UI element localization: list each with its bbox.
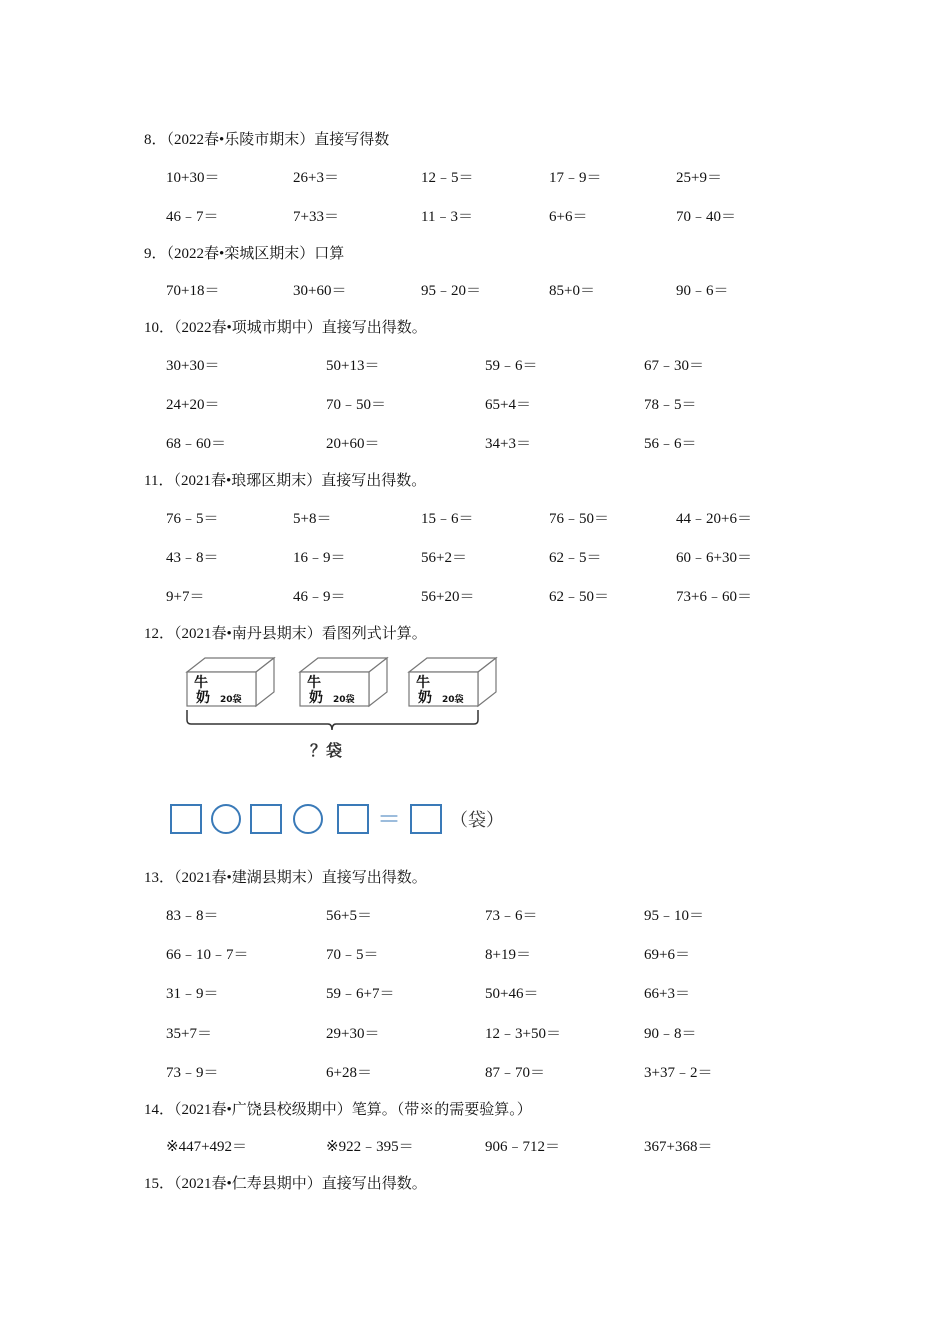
expression: 367+368＝ (644, 1139, 713, 1155)
milk-boxes-figure (160, 650, 520, 840)
expression: 26+3＝ (293, 170, 339, 186)
svg-text:奶: 奶 (418, 690, 432, 706)
svg-text:牛: 牛 (416, 675, 430, 691)
expression: 59﹣6+7＝ (326, 986, 395, 1002)
expression: 25+9＝ (676, 170, 722, 186)
expression: 66+3＝ (644, 986, 690, 1002)
answer-box[interactable] (251, 805, 281, 833)
operator-circle[interactable] (294, 805, 322, 833)
operator-circle[interactable] (212, 805, 240, 833)
expression: 31﹣9＝ (166, 986, 219, 1002)
expression: 20+60＝ (326, 436, 380, 452)
expression: 76﹣5＝ (166, 511, 219, 527)
expression: 62﹣50＝ (549, 589, 610, 605)
expression: 44﹣20+6＝ (676, 511, 752, 527)
expression: 67﹣30＝ (644, 358, 705, 374)
answer-box[interactable] (338, 805, 368, 833)
brace-label: ？袋 (310, 741, 343, 760)
expression: 70+18＝ (166, 283, 220, 299)
answer-box[interactable] (411, 805, 441, 833)
expression: 70﹣50＝ (326, 397, 387, 413)
expression: 87﹣70＝ (485, 1065, 546, 1081)
expression: 95﹣20＝ (421, 283, 482, 299)
expression: 30+60＝ (293, 283, 347, 299)
expression: 60﹣6+30＝ (676, 550, 752, 566)
expression: 56﹣6＝ (644, 436, 697, 452)
milk-box (300, 658, 387, 706)
expression: 7+33＝ (293, 209, 339, 225)
expression: 35+7＝ (166, 1026, 212, 1042)
question-14-title: 14．（2021春•广饶县校级期中）笔算。（带※的需要验算。） (144, 1102, 532, 1118)
expression: 85+0＝ (549, 283, 595, 299)
expression: ※447+492＝ (166, 1139, 248, 1155)
question-8-title: 8．（2022春•乐陵市期末）直接写得数 (144, 132, 390, 148)
question-10-title: 10．（2022春•项城市期中）直接写出得数。 (144, 320, 427, 336)
expression: 906﹣712＝ (485, 1139, 561, 1155)
expression: 16﹣9＝ (293, 550, 346, 566)
question-9-title: 9．（2022春•栾城区期末）口算 (144, 246, 345, 262)
expression: 78﹣5＝ (644, 397, 697, 413)
expression: 29+30＝ (326, 1026, 380, 1042)
expression: ※922﹣395＝ (326, 1139, 414, 1155)
expression: 43﹣8＝ (166, 550, 219, 566)
expression: 66﹣10﹣7＝ (166, 947, 249, 963)
expression: 69+6＝ (644, 947, 690, 963)
expression: 3+37﹣2＝ (644, 1065, 713, 1081)
expression: 46﹣7＝ (166, 209, 219, 225)
expression: 76﹣50＝ (549, 511, 610, 527)
expression: 34+3＝ (485, 436, 531, 452)
expression: 56+5＝ (326, 908, 372, 924)
expression: 73﹣9＝ (166, 1065, 219, 1081)
expression: 6+28＝ (326, 1065, 372, 1081)
expression: 46﹣9＝ (293, 589, 346, 605)
expression: 30+30＝ (166, 358, 220, 374)
equals-sign: ＝ (377, 805, 401, 833)
expression: 73﹣6＝ (485, 908, 538, 924)
svg-text:20袋: 20袋 (220, 695, 242, 705)
expression: 6+6＝ (549, 209, 588, 225)
question-12-title: 12．（2021春•南丹县期末）看图列式计算。 (144, 626, 427, 642)
expression: 90﹣8＝ (644, 1026, 697, 1042)
expression: 8+19＝ (485, 947, 531, 963)
expression: 10+30＝ (166, 170, 220, 186)
brace (187, 710, 478, 730)
expression: 70﹣40＝ (676, 209, 737, 225)
expression: 12﹣3+50＝ (485, 1026, 561, 1042)
unit-label: （袋） (450, 810, 504, 831)
milk-box (409, 658, 496, 706)
expression: 15﹣6＝ (421, 511, 474, 527)
question-15-title: 15．（2021春•仁寿县期中）直接写出得数。 (144, 1176, 427, 1192)
question-13-title: 13．（2021春•建湖县期末）直接写出得数。 (144, 870, 427, 886)
expression: 83﹣8＝ (166, 908, 219, 924)
question-11-title: 11．（2021春•琅琊区期末）直接写出得数。 (144, 473, 427, 489)
expression: 90﹣6＝ (676, 283, 729, 299)
expression: 62﹣5＝ (549, 550, 602, 566)
expression: 59﹣6＝ (485, 358, 538, 374)
expression: 95﹣10＝ (644, 908, 705, 924)
milk-box (187, 658, 274, 706)
expression: 50+13＝ (326, 358, 380, 374)
svg-text:20袋: 20袋 (442, 695, 464, 705)
expression: 50+46＝ (485, 986, 539, 1002)
expression: 24+20＝ (166, 397, 220, 413)
expression: 11﹣3＝ (421, 209, 473, 225)
answer-box[interactable] (171, 805, 201, 833)
expression: 56+2＝ (421, 550, 467, 566)
svg-text:20袋: 20袋 (333, 695, 355, 705)
expression: 5+8＝ (293, 511, 332, 527)
svg-text:奶: 奶 (196, 690, 210, 706)
expression: 70﹣5＝ (326, 947, 379, 963)
expression: 56+20＝ (421, 589, 475, 605)
svg-text:牛: 牛 (194, 675, 208, 691)
expression: 68﹣60＝ (166, 436, 227, 452)
svg-text:牛: 牛 (307, 675, 321, 691)
expression: 65+4＝ (485, 397, 531, 413)
expression: 12﹣5＝ (421, 170, 474, 186)
svg-text:奶: 奶 (309, 690, 323, 706)
expression: 73+6﹣60＝ (676, 589, 752, 605)
expression: 9+7＝ (166, 589, 205, 605)
expression: 17﹣9＝ (549, 170, 602, 186)
